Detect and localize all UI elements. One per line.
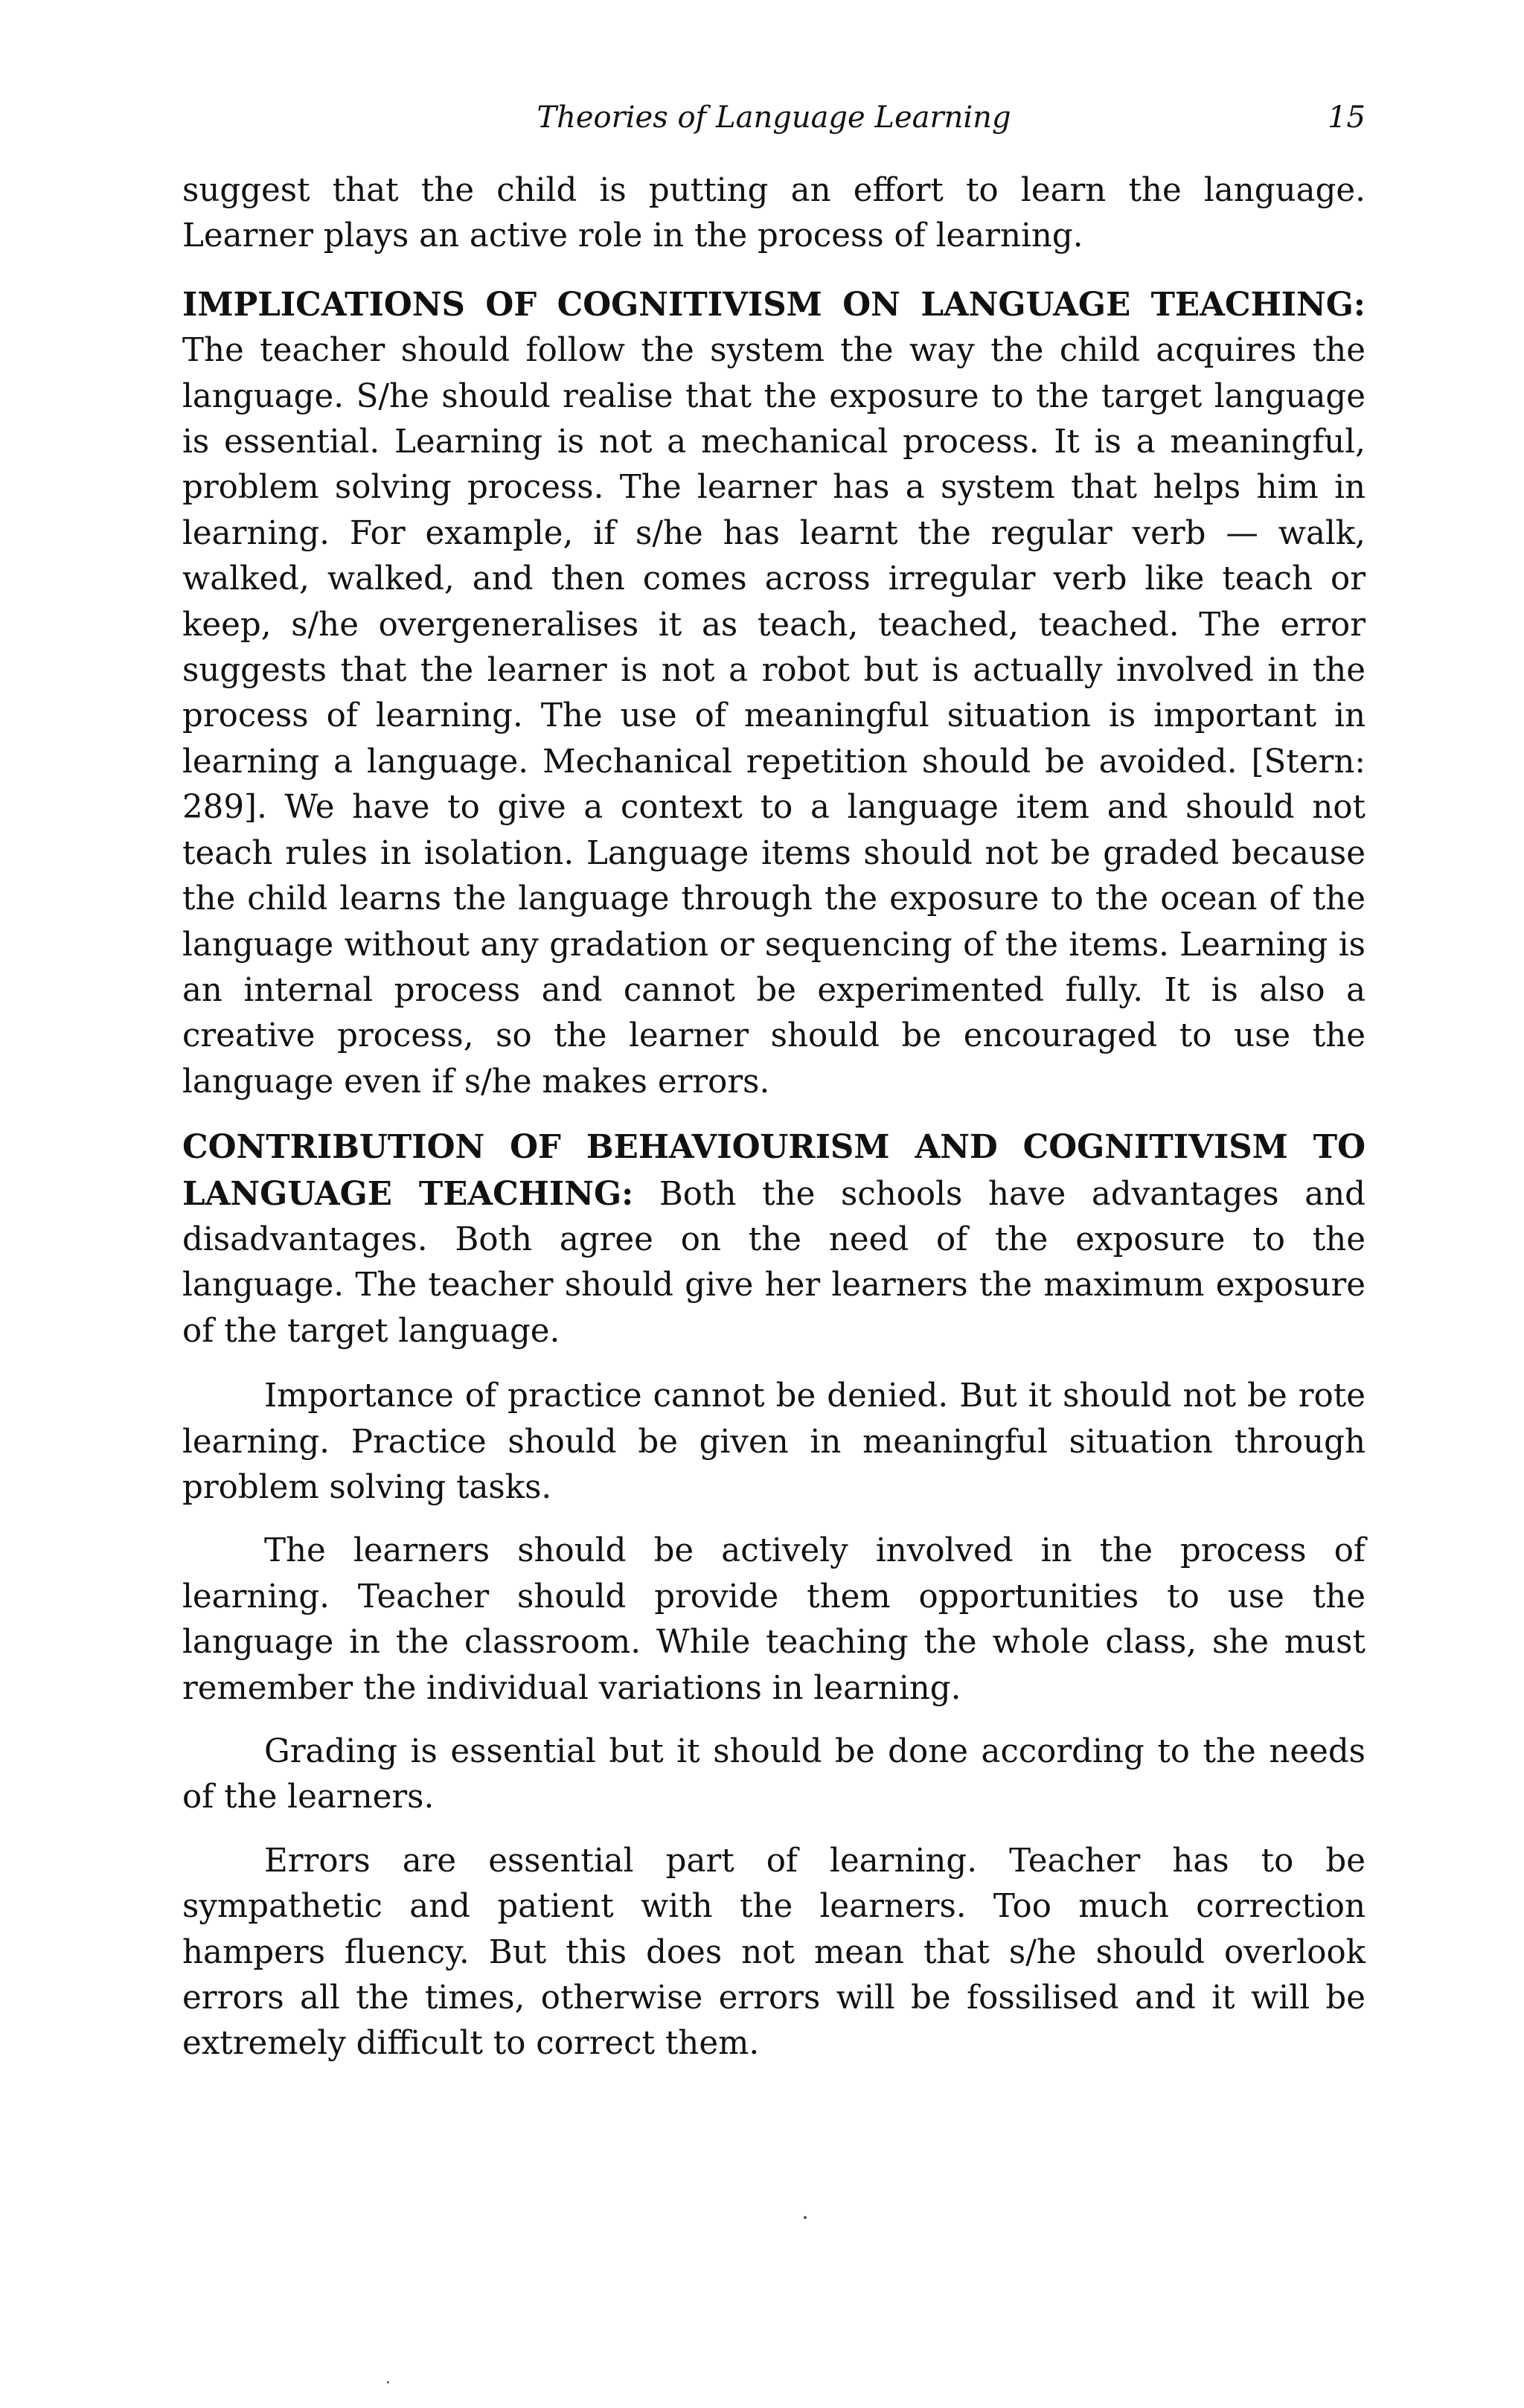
paragraph-text: Errors are essential part of learning. Teacher has to be sympathetic and patient with the learners. Too much correction hampers fluency. But this does not mean that s/he should overlook errors all the times, otherwise errors will be fossilised and it will be extremely difficult to correct them. (182, 1842, 1365, 2063)
paragraph-practice (182, 1374, 1365, 1511)
scan-speck (804, 2216, 807, 2219)
section-implications-cognitivism (182, 282, 1365, 1105)
paragraph-text: The learners should be actively involved in the process of learning. Teacher should provide them opportunities to use the language in the classroom. While teaching the whole class, she must remember the individual variations in learning. (182, 1532, 1365, 1707)
running-head (182, 95, 1365, 147)
scan-speck (387, 2381, 389, 2383)
paragraph-text: Importance of practice cannot be denied. But it should not be rote learning. Practice should be given in meaningful situation through problem solving tasks. (182, 1377, 1365, 1506)
paragraph-text: suggest that the child is putting an effort to learn the language. Learner plays an active role in the process of learning. (182, 172, 1365, 255)
section-contribution (182, 1124, 1365, 1354)
paragraph-text: Grading is essential but it should be done according to the needs of the learners. (182, 1733, 1365, 1816)
body-text (182, 168, 1365, 2085)
paragraph-learners (182, 1528, 1365, 1711)
paragraph-errors (182, 1839, 1365, 2067)
section-heading: IMPLICATIONS OF COGNITIVISM ON LANGUAGE TEACHING: (182, 285, 1365, 324)
paragraph-text: The teacher should follow the system the way the child acquires the language. S/he should realise that the exposure to the target language is essential. Learning is not a mechanical process. It is a meaningful, problem solving process. The learner has a system that helps him in learning. For example, if s/he has learnt the regular verb — walk, walked, walked, and then comes across irregular verb like teach or keep, s/he overgeneralises it as teach, teached, teached. The error suggests that the learner is not a robot but is actually involved in the process of learning. The use of meaningful situation is important in learning a language. Mechanical repetition should be avoided. [Stern: 289]. We have to give a context to a language item and should not teach rules in isolation. Language items should not be graded because the child learns the language through the exposure to the ocean of the language without any gradation or sequencing of the items. Learning is an internal process and cannot be experimented fully. It is also a creative process, so the learner should be encouraged to use the language even if s/he makes errors. (182, 332, 1365, 1101)
page-number: 15 (1328, 100, 1365, 135)
running-title: Theories of Language Learning (537, 100, 1011, 135)
paragraph-continuation (182, 168, 1365, 260)
paragraph-text: Both the schools have advantages and disadvantages. Both agree on the need of the exposure to the language. The teacher should give her learners the maximum exposure of the target language. (182, 1175, 1365, 1350)
paragraph-grading (182, 1729, 1365, 1821)
section-heading: CONTRIBUTION OF BEHAVIOURISM AND COGNITIVISM TO LANGUAGE TEACHING: (182, 1128, 1365, 1213)
